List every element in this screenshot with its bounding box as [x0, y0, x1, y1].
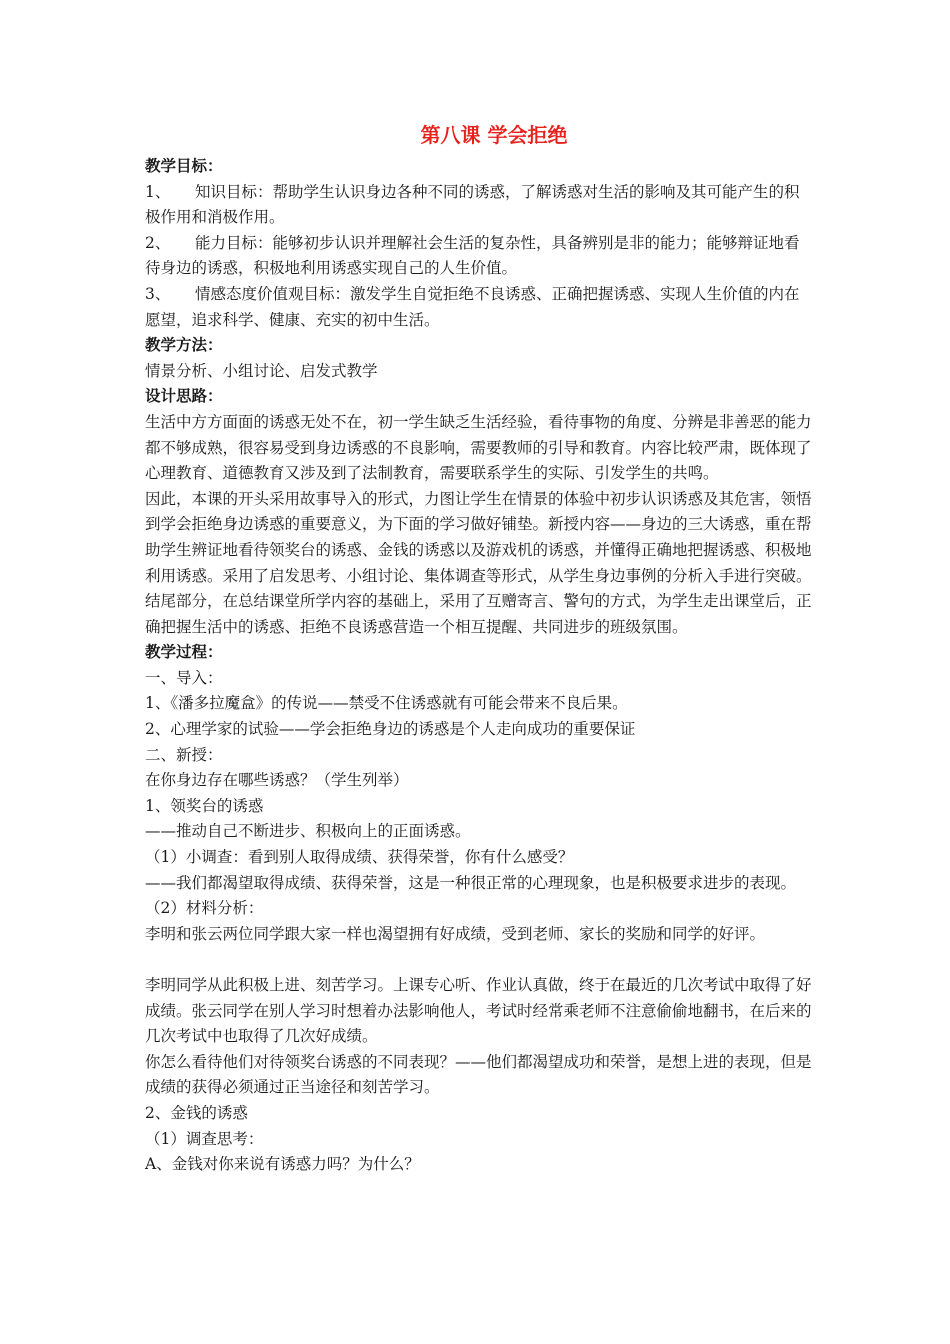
- heading-design: 设计思路：: [145, 387, 223, 406]
- heading-goals: 教学目标：: [145, 157, 223, 175]
- process-line: 1、领奖台的诱惑: [145, 796, 264, 815]
- process-line: （1）调查思考：: [145, 1129, 264, 1148]
- process-line: 一、导入：: [145, 668, 223, 687]
- process-line: ——我们都渴望取得成绩、获得荣誉，这是一种很正常的心理现象，也是积极要求进步的表现。: [145, 873, 797, 892]
- goal-item-3: [145, 282, 813, 333]
- process-line: 李明同学从此积极上进、刻苦学习。上课专心听、作业认真做，终于在最近的几次考试中取得了好成绩。张云同学在别人学习时想着办法影响他人，考试时经常乘老师不注意偷偷地翻书，在后来的几次考试中也取得了几次好成绩。: [145, 976, 812, 1046]
- process-line: ——推动自己不断进步、积极向上的正面诱惑。: [145, 822, 471, 841]
- process-line: 在你身边存在哪些诱惑？（学生列举）: [145, 771, 409, 790]
- goal-number: 3、: [145, 284, 171, 303]
- process-line: A、金钱对你来说有诱惑力吗？为什么？: [145, 1155, 420, 1174]
- blank-line: [145, 947, 813, 973]
- process-line: 二、新授：: [145, 745, 223, 764]
- process-line: 2、金钱的诱惑: [145, 1103, 248, 1122]
- design-paragraph-1: 生活中方方面面的诱惑无处不在，初一学生缺乏生活经验，看待事物的角度、分辨是非善恶的能力都不够成熟，很容易受到身边诱惑的不良影响，需要教师的引导和教育。内容比较严肃，既体现了心理教育、道德教育又涉及到了法制教育，需要联系学生的实际、引发学生的共鸣。: [145, 412, 812, 483]
- heading-methods: 教学方法：: [145, 336, 223, 355]
- goal-text: 情感态度价值观目标：激发学生自觉拒绝不良诱惑、正确把握诱惑、实现人生价值的内在愿望，追求科学、健康、充实的初中生活。: [145, 284, 800, 329]
- process-line: 李明和张云两位同学跟大家一样也渴望拥有好成绩，受到老师、家长的奖励和同学的好评。: [145, 924, 766, 943]
- heading-process: 教学过程：: [145, 643, 223, 662]
- process-line: 2、心理学家的试验——学会拒绝身边的诱惑是个人走向成功的重要保证: [145, 720, 636, 739]
- process-line: （1）小调查：看到别人取得成绩、获得荣誉，你有什么感受？: [145, 848, 574, 867]
- goal-item-1: [145, 180, 813, 231]
- process-line: 1、《潘多拉魔盒》的传说——禁受不住诱惑就有可能会带来不良后果。: [145, 694, 628, 713]
- lesson-title: 第八课 学会拒绝: [420, 123, 568, 147]
- goal-text: 能力目标：能够初步认识并理解社会生活的复杂性，具备辨别是非的能力；能够辩证地看待身边的诱惑，积极地利用诱惑实现自己的人生价值。: [145, 233, 800, 278]
- process-line: （2）材料分析：: [145, 899, 264, 918]
- goal-item-2: [145, 231, 813, 282]
- document-page: [145, 118, 813, 1178]
- goal-text: 知识目标：帮助学生认识身边各种不同的诱惑，了解诱惑对生活的影响及其可能产生的积极作用和消极作用。: [145, 182, 800, 227]
- methods-text: 情景分析、小组讨论、启发式教学: [145, 361, 378, 380]
- process-line: 你怎么看待他们对待领奖台诱惑的不同表现？——他们都渴望成功和荣誉，是想上进的表现，但是成绩的获得必须通过正当途径和刻苦学习。: [145, 1052, 812, 1097]
- design-paragraph-2: 因此，本课的开头采用故事导入的形式，力图让学生在情景的体验中初步认识诱惑及其危害，领悟到学会拒绝身边诱惑的重要意义，为下面的学习做好铺垫。新授内容——身边的三大诱惑，重在帮助学生辨证地看待领奖台的诱惑、金钱的诱惑以及游戏机的诱惑，并懂得正确地把握诱惑、积极地利用诱惑。采用了启发思考、小组讨论、集体调查等形式，从学生身边事例的分析入手进行突破。结尾部分，在总结课堂所学内容的基础上，采用了互赠寄言、警句的方式，为学生走出课堂后，正确把握生活中的诱惑、拒绝不良诱惑营造一个相互提醒、共同进步的班级氛围。: [145, 489, 812, 636]
- goal-number: 1、: [145, 182, 171, 201]
- goal-number: 2、: [145, 233, 171, 252]
